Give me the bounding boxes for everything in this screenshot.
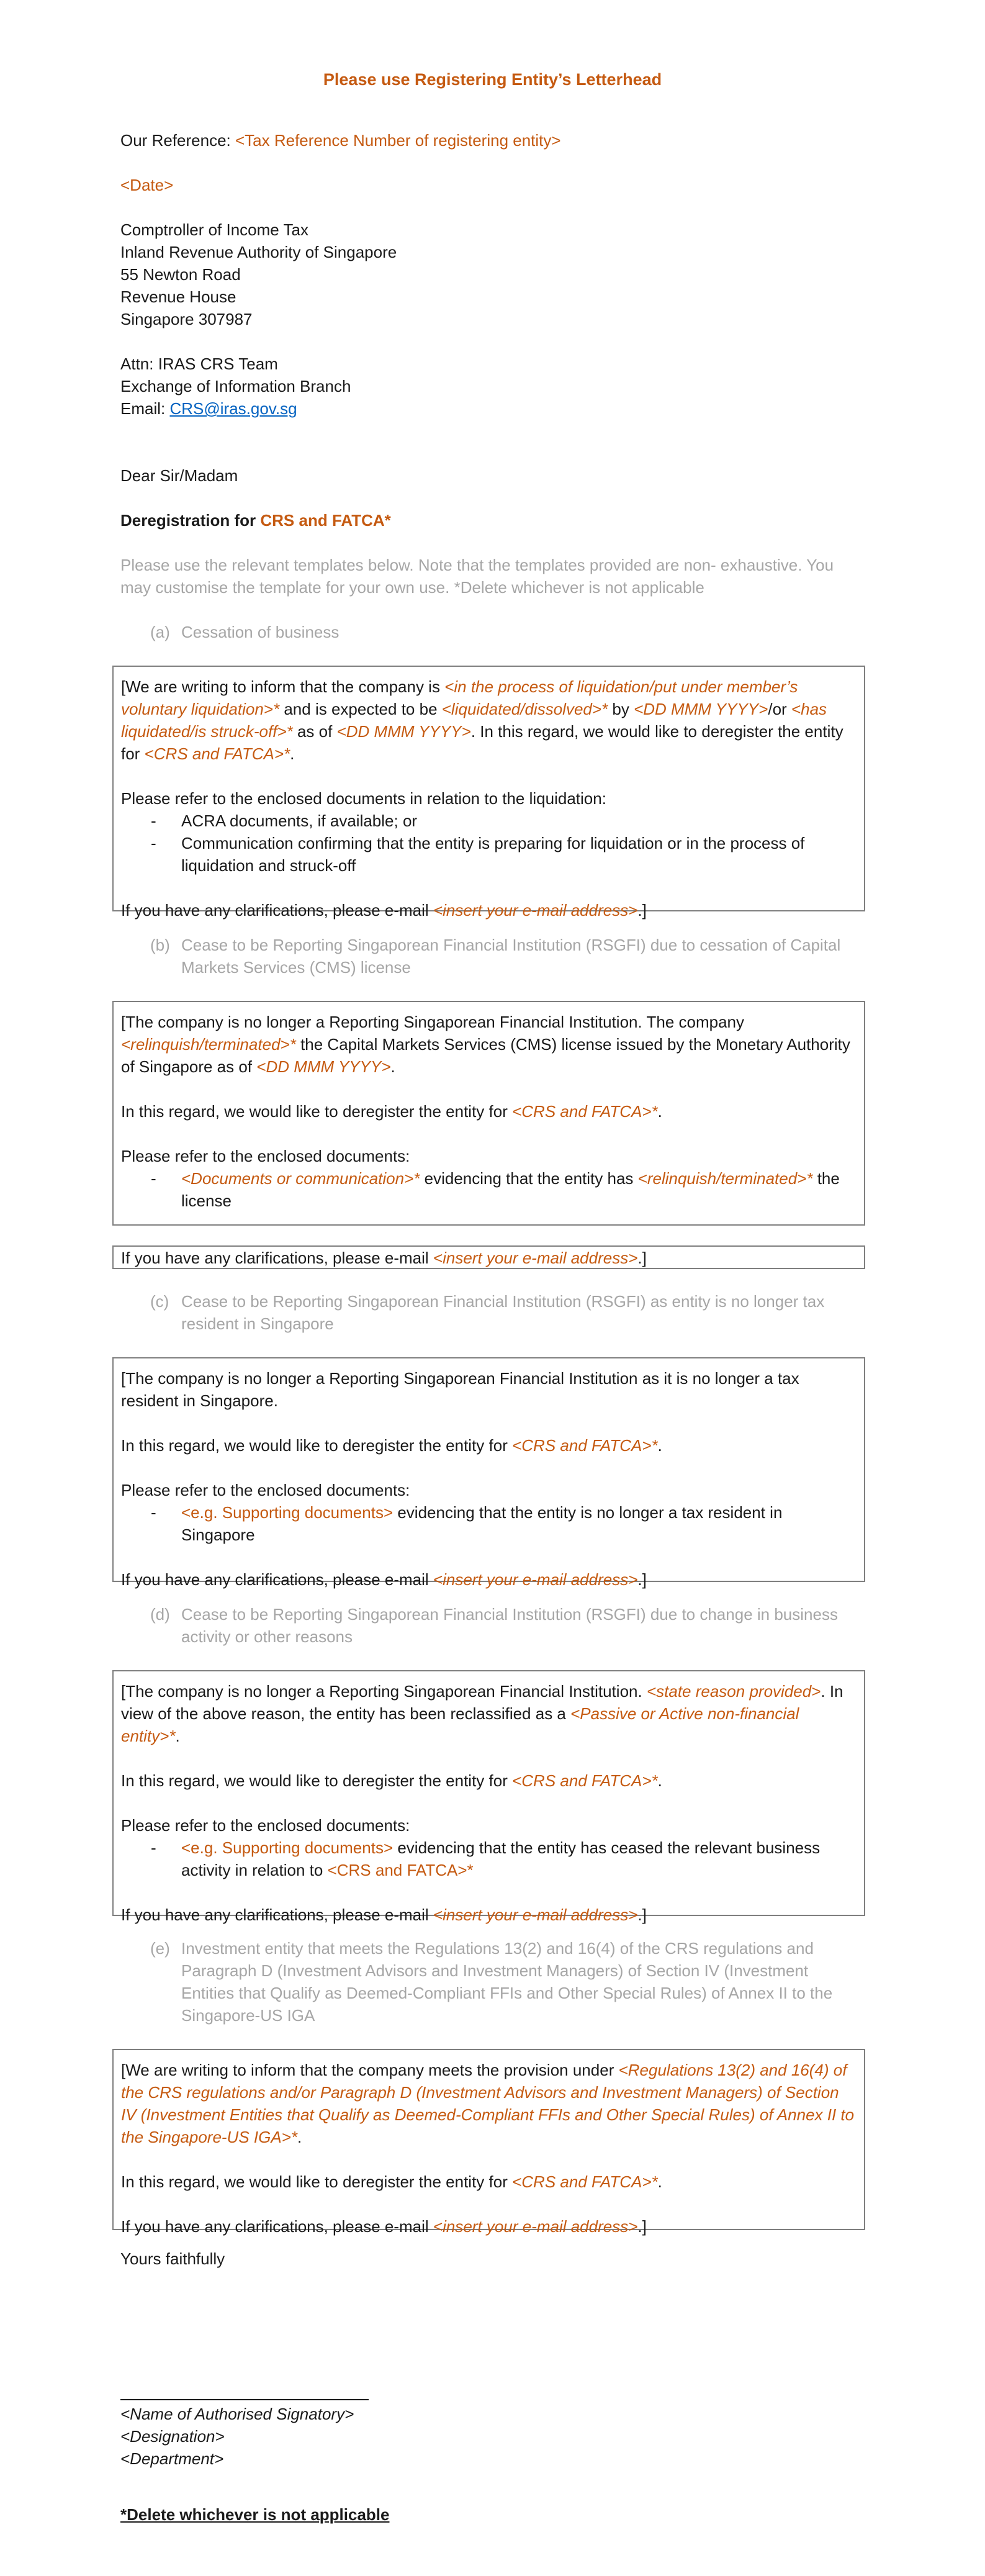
- case-c-template-box[interactable]: [112, 1357, 865, 1589]
- salutation: Dear Sir/Madam: [120, 466, 238, 485]
- case-c-heading: [150, 1290, 864, 1335]
- case-a-paragraph: [We are writing to inform that the company is <in the process of liquidation/put under member’s voluntary liquidation>* and is expected to be <liquidated/dissolved>* by <DD MMM YYYY>/or <has liquidated/is struck-off>* as of <DD MMM YYYY>. In this regard, we would like to deregister the entity for <CRS and FATCA>*.: [121, 677, 843, 763]
- case-b-template-box[interactable]: [112, 1001, 865, 1226]
- attention-block: [120, 353, 865, 420]
- address-line: Singapore 307987: [120, 310, 253, 328]
- template-instructions: Please use the relevant templates below. Note that the templates provided are non- exhaustive. You may customise the template for your own use. *Delete whichever is not applicable: [120, 556, 834, 597]
- case-a-clarification: If you have any clarifications, please e-mail <insert your e-mail address>.]: [121, 901, 647, 920]
- subject-highlight: CRS and FATCA*: [260, 511, 391, 530]
- attn-line: Attn: IRAS CRS Team: [120, 355, 278, 373]
- signatory-designation[interactable]: <Designation>: [120, 2427, 225, 2446]
- case-e-paragraph: [We are writing to inform that the company meets the provision under <Regulations 13(2) and 16(4) of the CRS regulations and/or Paragraph D (Investment Advisors and Investment Managers) of Section IV (Investment Entities that Qualify as Deemed-Compliant FFIs and Other Special Rules) of Annex II to the Singapore-US IGA>*.: [121, 2061, 855, 2146]
- case-b-clarification-box[interactable]: [112, 1245, 865, 1269]
- address-line: Comptroller of Income Tax: [120, 220, 308, 239]
- letterhead-note: Please use Registering Entity’s Letterhead: [323, 70, 662, 89]
- case-d-paragraph: [The company is no longer a Reporting Singaporean Financial Institution. <state reason provided>. In view of the above reason, the entity has been reclassified as a <Passive or Active non-financial entity>*.: [121, 1682, 843, 1745]
- case-title: Cease to be Reporting Singaporean Financial Institution (RSGFI) due to cessation of Capital Markets Services (CMS) license: [181, 936, 841, 977]
- case-b-heading: [150, 934, 864, 978]
- signatory-block: [120, 2403, 865, 2470]
- case-a-template-box[interactable]: [112, 666, 865, 920]
- case-e-clarification: If you have any clarifications, please e-mail <insert your e-mail address>.]: [121, 2217, 647, 2236]
- email-label: Email:: [120, 399, 170, 418]
- case-d-heading: [150, 1603, 864, 1648]
- list-item: - <e.g. Supporting documents> evidencing that the entity is no longer a tax resident in Singapore: [151, 1503, 783, 1544]
- case-b-deregister: In this regard, we would like to deregister the entity for <CRS and FATCA>*.: [121, 1102, 662, 1121]
- case-d-clarification: If you have any clarifications, please e-mail <insert your e-mail address>.]: [121, 1905, 647, 1924]
- address-line: Revenue House: [120, 287, 236, 306]
- case-label: (d): [150, 1605, 170, 1624]
- signatory-department[interactable]: <Department>: [120, 2449, 224, 2468]
- recipient-address: [120, 219, 865, 330]
- reference-placeholder[interactable]: <Tax Reference Number of registering entity>: [235, 131, 561, 150]
- subject-line: [120, 509, 865, 531]
- list-item: - ACRA documents, if available; or: [151, 811, 418, 830]
- closing: Yours faithfully: [120, 2249, 225, 2268]
- address-line: 55 Newton Road: [120, 265, 241, 284]
- email-link[interactable]: CRS@iras.gov.sg: [169, 399, 297, 418]
- case-b-paragraph: [The company is no longer a Reporting Singaporean Financial Institution. The company <relinquish/terminated>* the Capital Markets Services (CMS) license issued by the Monetary Authority of Singapore as of <DD MMM YYYY>.: [121, 1013, 850, 1076]
- case-c-paragraph: [The company is no longer a Reporting Singaporean Financial Institution as it is no longer a tax resident in Singapore.: [121, 1369, 799, 1410]
- case-label: (b): [150, 936, 170, 954]
- attn-email-line: [120, 397, 865, 420]
- case-e-template-box[interactable]: [112, 2049, 865, 2236]
- case-b-refer: Please refer to the enclosed documents:: [121, 1147, 410, 1165]
- date-placeholder[interactable]: <Date>: [120, 176, 174, 194]
- case-title: Cease to be Reporting Singaporean Financial Institution (RSGFI) as entity is no longer tax resident in Singapore: [181, 1292, 825, 1333]
- case-title: Cease to be Reporting Singaporean Financial Institution (RSGFI) due to change in business activity or other reasons: [181, 1605, 838, 1646]
- case-b-clarification: If you have any clarifications, please e-mail <insert your e-mail address>.]: [121, 1249, 647, 1267]
- case-title: Investment entity that meets the Regulations 13(2) and 16(4) of the CRS regulations and Paragraph D (Investment Advisors and Investment Managers) of Section IV (Investment Entities that Qualify as Deemed-Compliant FFIs and Other Special Rules) of Annex II to the Singapore-US IGA: [181, 1939, 833, 2025]
- signatory-name[interactable]: <Name of Authorised Signatory>: [120, 2405, 354, 2423]
- list-item: - <Documents or communication>* evidencing that the entity has <relinquish/terminated>* the license: [151, 1169, 840, 1210]
- case-a-refer: Please refer to the enclosed documents in relation to the liquidation:: [121, 789, 606, 808]
- address-line: Inland Revenue Authority of Singapore: [120, 243, 397, 261]
- case-d-template-box[interactable]: [112, 1670, 865, 1924]
- signature-line: [120, 2399, 369, 2400]
- case-e-heading: [150, 1937, 864, 2027]
- case-label: (c): [150, 1292, 169, 1311]
- case-c-refer: Please refer to the enclosed documents:: [121, 1481, 410, 1499]
- list-item: - <e.g. Supporting documents> evidencing that the entity has ceased the relevant business activity in relation to <CRS and FATCA>*: [151, 1838, 821, 1879]
- subject-prefix: Deregistration for: [120, 511, 261, 530]
- footnote: *Delete whichever is not applicable: [120, 2505, 390, 2524]
- case-c-clarification: If you have any clarifications, please e-mail <insert your e-mail address>.]: [121, 1570, 647, 1589]
- reference-label: Our Reference:: [120, 131, 235, 150]
- case-d-deregister: In this regard, we would like to deregister the entity for <CRS and FATCA>*.: [121, 1771, 662, 1790]
- list-item: - Communication confirming that the entity is preparing for liquidation or in the process of liquidation and struck-off: [151, 834, 805, 875]
- case-title: Cessation of business: [181, 623, 340, 641]
- case-a-heading: [150, 621, 864, 643]
- case-d-refer: Please refer to the enclosed documents:: [121, 1816, 410, 1835]
- case-label: (e): [150, 1939, 170, 1958]
- case-e-deregister: In this regard, we would like to deregister the entity for <CRS and FATCA>*.: [121, 2172, 662, 2191]
- attn-branch: Exchange of Information Branch: [120, 377, 351, 395]
- reference-line: [120, 129, 865, 151]
- case-c-deregister: In this regard, we would like to deregister the entity for <CRS and FATCA>*.: [121, 1436, 662, 1455]
- case-label: (a): [150, 623, 170, 641]
